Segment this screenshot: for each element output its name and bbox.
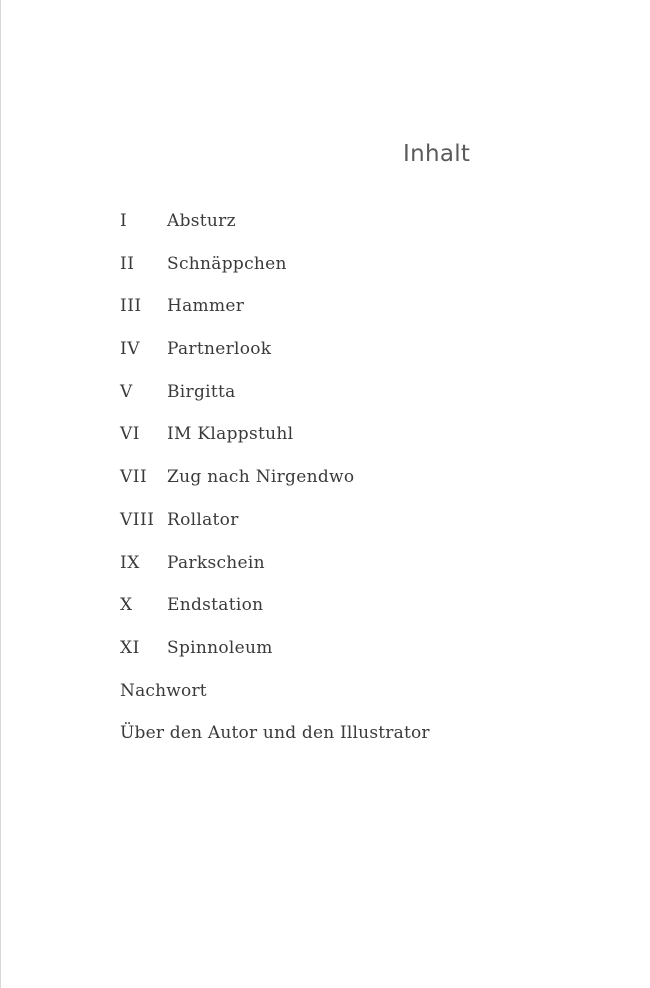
toc-chapter-10 <box>120 591 430 634</box>
chapter-number: I <box>120 211 128 231</box>
toc-about <box>120 719 430 762</box>
toc-afterword <box>120 677 430 720</box>
toc-chapter-3 <box>120 292 430 335</box>
toc-chapter-11 <box>120 634 430 677</box>
chapter-title: Birgitta <box>167 381 236 402</box>
page-title: Inhalt <box>403 141 471 167</box>
toc-chapter-4 <box>120 335 430 378</box>
about-title: Über den Autor und den Illustrator <box>120 723 430 744</box>
chapter-title: Schnäppchen <box>167 253 287 274</box>
chapter-number: X <box>120 595 133 616</box>
afterword-title: Nachwort <box>120 680 207 701</box>
toc-chapter-5 <box>120 378 430 421</box>
chapter-number: II <box>120 253 135 274</box>
chapter-title: IM Klappstuhl <box>167 424 294 445</box>
chapter-title: Zug nach Nirgendwo <box>167 467 355 488</box>
chapter-title: Rollator <box>167 509 239 530</box>
chapter-number: VII <box>120 467 148 488</box>
chapter-number: VIII <box>120 509 155 530</box>
chapter-title: Spinnoleum <box>167 637 273 658</box>
toc-chapter-7 <box>120 463 430 506</box>
toc-chapter-8 <box>120 506 430 549</box>
chapter-title: Endstation <box>167 595 264 616</box>
chapter-number: IV <box>120 339 140 360</box>
chapter-number: III <box>120 296 142 317</box>
chapter-number: V <box>120 381 133 402</box>
chapter-title: Parkschein <box>167 552 265 573</box>
chapter-number: XI <box>120 637 140 658</box>
chapter-number: VI <box>120 424 140 445</box>
toc-chapter-1 <box>120 207 430 250</box>
toc-chapter-9 <box>120 549 430 592</box>
table-of-contents <box>120 207 430 762</box>
chapter-title: Hammer <box>167 296 245 317</box>
toc-chapter-2 <box>120 250 430 293</box>
chapter-title: Partnerlook <box>167 339 272 360</box>
chapter-title: Absturz <box>167 211 236 231</box>
toc-chapter-6 <box>120 420 430 463</box>
chapter-number: IX <box>120 552 140 573</box>
